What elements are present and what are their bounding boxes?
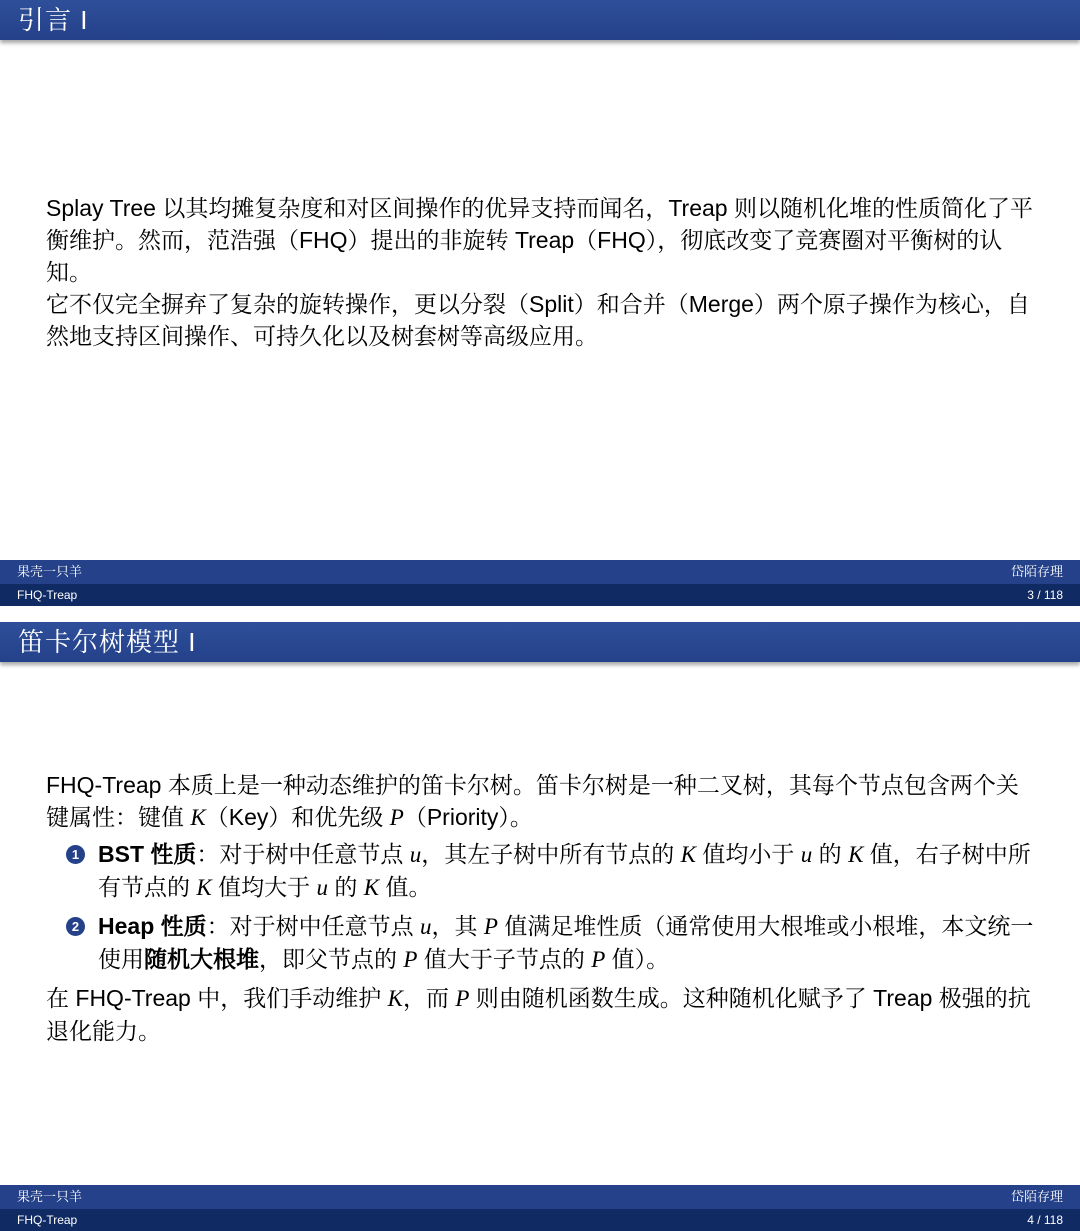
number-badge: 1 — [66, 845, 85, 864]
slide-body — [46, 769, 1041, 1047]
property-list — [46, 838, 1041, 976]
slide-title-bar — [0, 0, 1080, 40]
slide-body — [46, 192, 1041, 352]
slide-cartesian-tree — [0, 622, 1080, 1231]
footer-page-number: 4 / 118 — [1027, 1213, 1063, 1227]
outro-paragraph: 在 FHQ-Treap 中，我们手动维护 K，而 P 则由随机函数生成。这种随机化赋予了 Treap 极强的抗退化能力。 — [46, 985, 1031, 1044]
footer-author: 果壳一只羊 — [17, 564, 83, 579]
footer-short-title: FHQ-Treap — [17, 1213, 78, 1227]
footer-top-bar — [0, 1185, 1080, 1209]
footer-author: 果壳一只羊 — [17, 1189, 83, 1204]
footer-page-number: 3 / 118 — [1027, 588, 1063, 602]
slide-intro — [0, 0, 1080, 608]
footer-institute: 岱陌存理 — [1010, 564, 1063, 579]
footer-institute: 岱陌存理 — [1010, 1189, 1063, 1204]
footer-bottom-bar — [0, 1209, 1080, 1231]
paragraph: 它不仅完全摒弃了复杂的旋转操作，更以分裂（Split）和合并（Merge）两个原子操作为核心，自然地支持区间操作、可持久化以及树套树等高级应用。 — [46, 291, 1030, 349]
number-badge: 2 — [66, 917, 85, 936]
slide-title-bar — [0, 622, 1080, 662]
footer-top-bar — [0, 560, 1080, 584]
list-item: 1 BST 性质：对于树中任意节点 u，其左子树中所有节点的 K 值均小于 u 的 K 值，右子树中所有节点的 K 值均大于 u 的 K 值。 — [46, 838, 1041, 904]
slide-title: 笛卡尔树模型 I — [18, 627, 197, 657]
footer-short-title: FHQ-Treap — [17, 588, 78, 602]
list-item: 2 Heap 性质：对于树中任意节点 u，其 P 值满足堆性质（通常使用大根堆或小根堆，本文统一使用随机大根堆，即父节点的 P 值大于子节点的 P 值）。 — [46, 910, 1041, 976]
footer-bottom-bar — [0, 584, 1080, 606]
slide-title: 引言 I — [18, 5, 89, 35]
paragraph: Splay Tree 以其均摊复杂度和对区间操作的优异支持而闻名，Treap 则以随机化堆的性质简化了平衡维护。然而，范浩强（FHQ）提出的非旋转 Treap（FHQ），彻底改变了竞赛圈对平衡树的认知。 — [46, 195, 1033, 285]
intro-paragraph: FHQ-Treap 本质上是一种动态维护的笛卡尔树。笛卡尔树是一种二叉树，其每个节点包含两个关键属性：键值 K（Key）和优先级 P（Priority）。 — [46, 772, 1019, 830]
